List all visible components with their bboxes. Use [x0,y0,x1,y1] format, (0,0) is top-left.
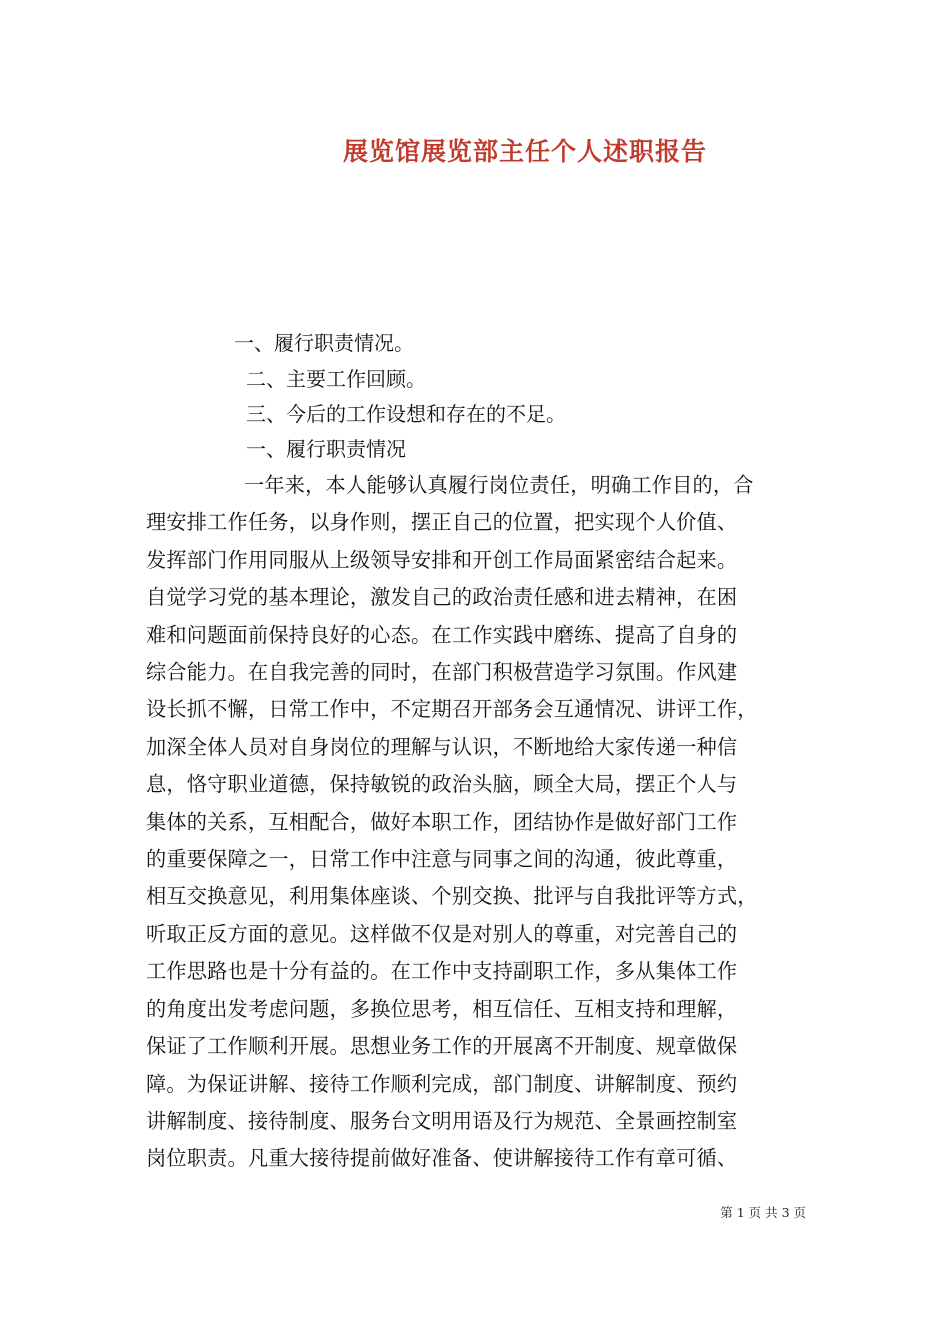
body-paragraph [146,467,806,1178]
body-line: 讲解制度、接待制度、服务台文明用语及行为规范、全景画控制室 [146,1108,738,1133]
outline-item: 一、履行职责情况。 [234,331,414,355]
page-footer: 第 1 页 共 3 页 [720,1205,806,1220]
body-line: 设长抓不懈，日常工作中，不定期召开部务会互通情况、讲评工作， [146,697,758,722]
body-line: 难和问题面前保持良好的心态。在工作实践中磨练、提高了自身的 [146,622,738,647]
body-line: 综合能力。在自我完善的同时，在部门积极营造学习氛围。作风建 [146,660,738,685]
body-line: 集体的关系，互相配合，做好本职工作，团结协作是做好部门工作 [146,809,738,834]
outline-item: 二、主要工作回顾。 [246,367,426,391]
body-line: 发挥部门作用同服从上级领导安排和开创工作局面紧密结合起来。 [146,547,738,572]
body-line: 相互交换意见，利用集体座谈、个别交换、批评与自我批评等方式， [146,884,758,909]
body-line: 岗位职责。凡重大接待提前做好准备、使讲解接待工作有章可循、 [146,1146,738,1171]
body-line: 加深全体人员对自身岗位的理解与认识，不断地给大家传递一种信 [146,734,738,759]
body-line: 理安排工作任务，以身作则，摆正自己的位置，把实现个人价值、 [146,510,738,535]
page-title: 展览馆展览部主任个人述职报告 [342,137,707,166]
body-line: 一年来，本人能够认真履行岗位责任，明确工作目的，合 [244,473,754,497]
body-line: 的重要保障之一，日常工作中注意与同事之间的沟通，彼此尊重， [146,847,738,872]
body-line: 的角度出发考虑问题，多换位思考，相互信任、互相支持和理解， [146,996,738,1021]
outline-item: 三、今后的工作设想和存在的不足。 [246,402,566,426]
body-line: 工作思路也是十分有益的。在工作中支持副职工作，多从集体工作 [146,959,738,984]
body-line: 息，恪守职业道德，保持敏锐的政治头脑，顾全大局，摆正个人与 [146,772,738,797]
body-line: 听取正反方面的意见。这样做不仅是对别人的尊重，对完善自己的 [146,921,738,946]
body-line: 障。为保证讲解、接待工作顺利完成，部门制度、讲解制度、预约 [146,1071,738,1096]
body-line: 保证了工作顺利开展。思想业务工作的开展离不开制度、规章做保 [146,1034,738,1059]
outline-item: 一、履行职责情况 [246,437,406,461]
body-line: 自觉学习党的基本理论，激发自己的政治责任感和进去精神，在困 [146,585,738,610]
